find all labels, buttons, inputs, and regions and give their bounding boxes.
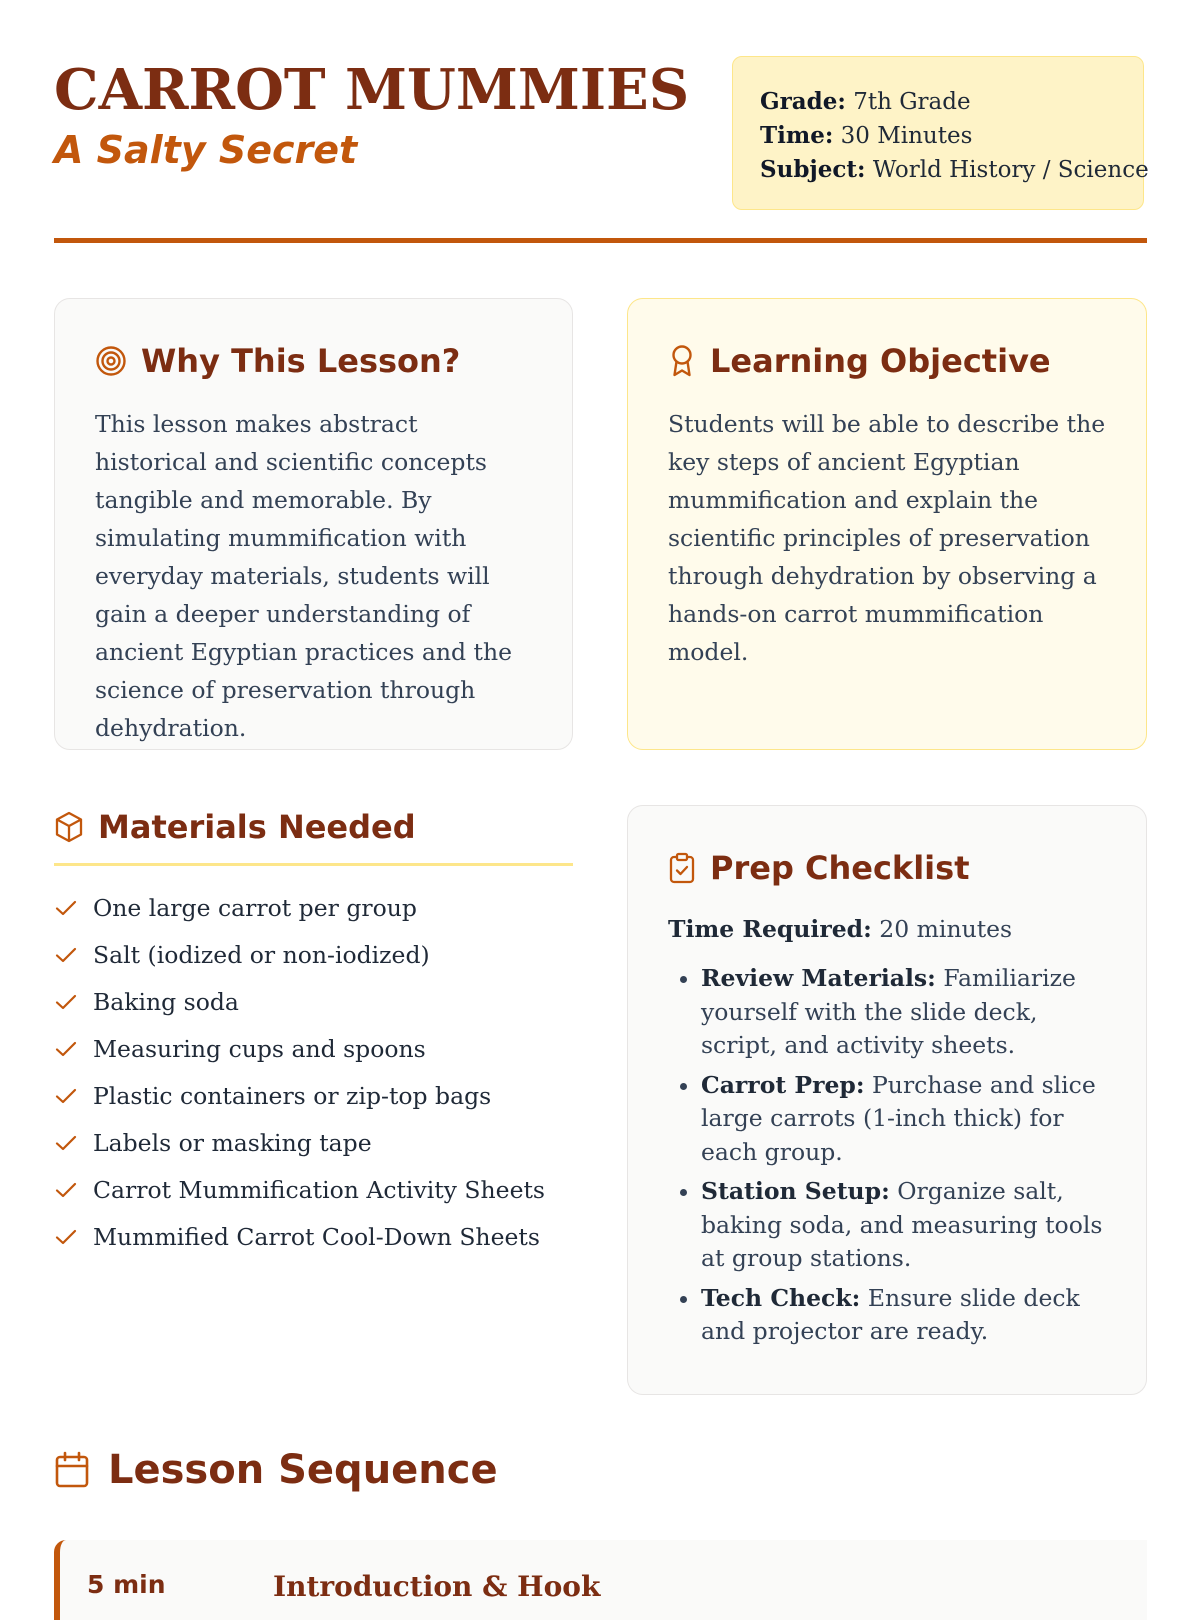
learning-objective-card <box>627 298 1147 750</box>
list-item <box>54 1119 573 1166</box>
check-icon <box>54 1225 78 1249</box>
page-subtitle: A Salty Secret <box>54 128 358 172</box>
target-icon <box>95 345 127 377</box>
list-item <box>701 1069 1106 1170</box>
objective-heading-text: Learning Objective <box>710 342 1051 380</box>
material-text: Salt (iodized or non-iodized) <box>93 940 430 969</box>
award-icon <box>668 344 696 378</box>
list-item <box>54 1166 573 1213</box>
objective-heading <box>668 339 1106 383</box>
material-text: Labels or masking tape <box>93 1128 372 1157</box>
meta-subject-value: World History / Science <box>872 157 1149 183</box>
objective-body: Students will be able to describe the key steps of ancient Egyptian mummification and explain the scientific principles of preservation through dehydration by observing a hands-on carrot mummification model. <box>668 410 1106 666</box>
list-item <box>54 1213 573 1260</box>
prep-heading-text: Prep Checklist <box>710 849 970 887</box>
list-item <box>54 931 573 978</box>
prep-item-label: Tech Check: <box>701 1283 861 1312</box>
clipboard-check-icon <box>668 852 696 884</box>
list-item <box>54 978 573 1025</box>
check-icon <box>54 1131 78 1155</box>
meta-time-label: Time: <box>760 122 834 149</box>
prep-checklist-card <box>627 805 1147 1395</box>
box-icon <box>54 811 84 843</box>
check-icon <box>54 896 78 920</box>
prep-time-label: Time Required: <box>668 915 872 943</box>
meta-time <box>760 119 1116 153</box>
why-this-lesson-card <box>54 298 573 750</box>
lesson-sequence-heading-text: Lesson Sequence <box>108 1447 498 1493</box>
check-icon <box>54 943 78 967</box>
meta-grade <box>760 85 1116 119</box>
list-item <box>54 1072 573 1119</box>
sequence-step-title: Introduction & Hook <box>273 1570 601 1603</box>
header <box>54 56 1147 246</box>
meta-subject <box>760 153 1149 187</box>
calendar-icon <box>54 1451 90 1489</box>
why-body: This lesson makes abstract historical and scientific concepts tangible and memorable. By simulating mummification with everyday materials, students will gain a deeper understanding of ancient Egyptian practices and the science of preservation through dehydration. <box>95 410 513 742</box>
prep-item-text: Familiarize yourself with the slide deck, script, and activity sheets. <box>701 964 1076 1059</box>
prep-time-value: 20 minutes <box>879 915 1013 943</box>
lesson-meta-box <box>732 56 1149 210</box>
sequence-step-time: 5 min <box>87 1570 166 1599</box>
why-heading-text: Why This Lesson? <box>141 342 461 380</box>
prep-item-label: Review Materials: <box>701 964 936 992</box>
check-icon <box>54 1037 78 1061</box>
material-text: Measuring cups and spoons <box>93 1034 426 1063</box>
prep-item-text: Ensure slide deck and projector are ready. <box>701 1283 1080 1345</box>
meta-grade-label: Grade: <box>760 88 846 115</box>
materials-section <box>54 805 573 1260</box>
list-item <box>701 1282 1106 1349</box>
list-item <box>54 884 573 931</box>
material-text: Plastic containers or zip-top bags <box>93 1081 492 1110</box>
prep-list <box>668 962 1106 1349</box>
check-icon <box>54 1084 78 1108</box>
meta-subject-label: Subject: <box>760 156 866 183</box>
materials-divider <box>54 863 573 866</box>
lesson-sequence-heading <box>54 1447 498 1493</box>
check-icon <box>54 1178 78 1202</box>
prep-item-label: Station Setup: <box>701 1177 890 1205</box>
check-icon <box>54 990 78 1014</box>
meta-time-value: 30 Minutes <box>840 123 973 149</box>
meta-grade-value: 7th Grade <box>853 89 971 115</box>
list-item <box>54 1025 573 1072</box>
prep-time-required <box>668 912 1106 946</box>
list-item <box>701 962 1106 1063</box>
material-text: Baking soda <box>93 987 239 1016</box>
prep-item-label: Carrot Prep: <box>701 1070 865 1099</box>
sequence-step <box>54 1540 1147 1620</box>
materials-heading <box>54 805 573 849</box>
why-heading <box>95 339 532 383</box>
prep-item-text: Purchase and slice large carrots (1-inch thick) for each group. <box>701 1070 1096 1166</box>
prep-item-text: Organize salt, baking soda, and measuring tools at group stations. <box>701 1177 1103 1272</box>
page-title: CARROT MUMMIES <box>54 57 690 123</box>
materials-list <box>54 884 573 1260</box>
material-text: Mummified Carrot Cool-Down Sheets <box>93 1222 540 1251</box>
lesson-plan-page <box>54 0 1149 1603</box>
list-item <box>701 1175 1106 1276</box>
material-text: One large carrot per group <box>93 893 417 922</box>
material-text: Carrot Mummification Activity Sheets <box>93 1175 545 1204</box>
prep-heading <box>668 846 1106 890</box>
materials-heading-text: Materials Needed <box>98 808 416 846</box>
header-divider <box>54 238 1147 243</box>
